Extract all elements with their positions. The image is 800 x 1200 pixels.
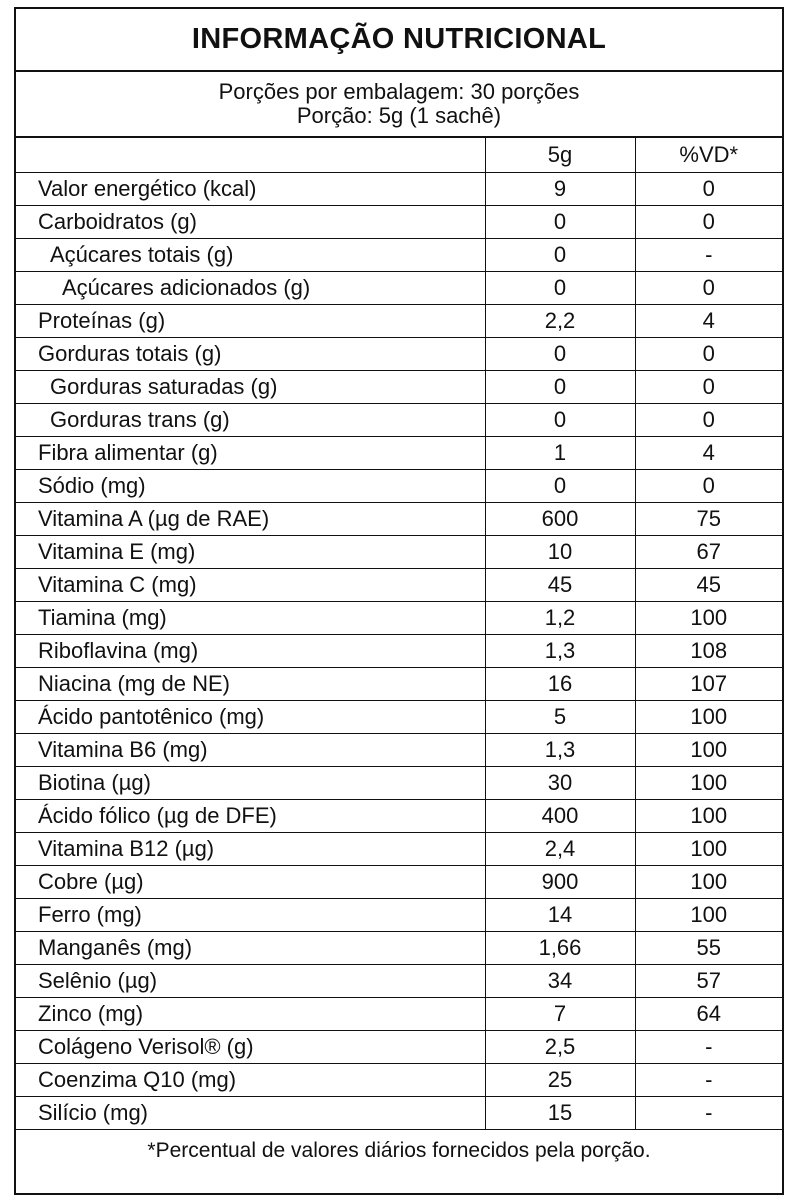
table-row	[16, 370, 782, 403]
panel-title: INFORMAÇÃO NUTRICIONAL	[16, 9, 782, 72]
nutrient-amount: 1	[485, 436, 635, 469]
nutrient-daily-value: 100	[635, 898, 782, 931]
nutrient-name: Ácido fólico (µg de DFE)	[16, 799, 485, 832]
nutrition-facts-panel	[14, 7, 784, 1195]
nutrient-daily-value: 0	[635, 337, 782, 370]
nutrient-amount: 0	[485, 238, 635, 271]
nutrient-name: Gorduras saturadas (g)	[16, 370, 485, 403]
nutrient-name: Vitamina B6 (mg)	[16, 733, 485, 766]
nutrient-daily-value: 100	[635, 766, 782, 799]
nutrient-name: Açúcares totais (g)	[16, 238, 485, 271]
nutrition-rows	[16, 172, 782, 1129]
nutrient-amount: 7	[485, 997, 635, 1030]
table-row	[16, 832, 782, 865]
nutrient-name: Fibra alimentar (g)	[16, 436, 485, 469]
nutrient-amount: 0	[485, 205, 635, 238]
nutrient-name: Tiamina (mg)	[16, 601, 485, 634]
table-row	[16, 997, 782, 1030]
table-row	[16, 436, 782, 469]
table-row	[16, 337, 782, 370]
nutrient-daily-value: -	[635, 1030, 782, 1063]
nutrient-amount: 0	[485, 337, 635, 370]
table-row	[16, 502, 782, 535]
nutrient-name: Niacina (mg de NE)	[16, 667, 485, 700]
nutrient-name: Proteínas (g)	[16, 304, 485, 337]
nutrient-name: Biotina (µg)	[16, 766, 485, 799]
nutrient-name: Gorduras trans (g)	[16, 403, 485, 436]
nutrient-name: Manganês (mg)	[16, 931, 485, 964]
nutrient-amount: 34	[485, 964, 635, 997]
nutrient-name: Ácido pantotênico (mg)	[16, 700, 485, 733]
nutrient-amount: 45	[485, 568, 635, 601]
table-row	[16, 898, 782, 931]
nutrient-name: Vitamina E (mg)	[16, 535, 485, 568]
nutrient-name: Carboidratos (g)	[16, 205, 485, 238]
nutrient-amount: 9	[485, 172, 635, 205]
nutrient-amount: 25	[485, 1063, 635, 1096]
table-row	[16, 1096, 782, 1129]
nutrition-table	[16, 138, 782, 1130]
nutrient-name: Silício (mg)	[16, 1096, 485, 1129]
nutrient-daily-value: 4	[635, 436, 782, 469]
nutrient-daily-value: 100	[635, 799, 782, 832]
nutrient-amount: 400	[485, 799, 635, 832]
table-row	[16, 238, 782, 271]
table-row	[16, 634, 782, 667]
nutrient-daily-value: 0	[635, 172, 782, 205]
nutrient-daily-value: 57	[635, 964, 782, 997]
nutrient-amount: 0	[485, 469, 635, 502]
nutrient-amount: 1,2	[485, 601, 635, 634]
table-row	[16, 601, 782, 634]
nutrient-daily-value: 100	[635, 832, 782, 865]
nutrient-name: Zinco (mg)	[16, 997, 485, 1030]
serving-size: Porção: 5g (1 sachê)	[296, 103, 502, 128]
nutrient-daily-value: 107	[635, 667, 782, 700]
nutrient-amount: 900	[485, 865, 635, 898]
nutrient-amount: 2,2	[485, 304, 635, 337]
nutrient-name: Sódio (mg)	[16, 469, 485, 502]
nutrient-daily-value: 0	[635, 370, 782, 403]
nutrient-amount: 600	[485, 502, 635, 535]
table-row	[16, 469, 782, 502]
nutrient-daily-value: 64	[635, 997, 782, 1030]
nutrient-daily-value: 0	[635, 205, 782, 238]
nutrient-daily-value: 45	[635, 568, 782, 601]
nutrient-daily-value: 100	[635, 601, 782, 634]
table-row	[16, 931, 782, 964]
table-row	[16, 568, 782, 601]
nutrient-name: Vitamina A (µg de RAE)	[16, 502, 485, 535]
nutrient-name: Cobre (µg)	[16, 865, 485, 898]
table-row	[16, 172, 782, 205]
nutrient-amount: 5	[485, 700, 635, 733]
nutrient-name: Colágeno Verisol® (g)	[16, 1030, 485, 1063]
nutrient-amount: 0	[485, 403, 635, 436]
nutrient-amount: 16	[485, 667, 635, 700]
nutrient-name: Ferro (mg)	[16, 898, 485, 931]
servings-per-package: Porções por embalagem: 30 porções	[218, 79, 580, 104]
table-row	[16, 733, 782, 766]
nutrient-name: Riboflavina (mg)	[16, 634, 485, 667]
nutrient-daily-value: 100	[635, 865, 782, 898]
nutrient-name: Selênio (µg)	[16, 964, 485, 997]
nutrient-name: Vitamina C (mg)	[16, 568, 485, 601]
serving-info	[16, 72, 782, 138]
nutrient-amount: 0	[485, 271, 635, 304]
nutrient-name: Gorduras totais (g)	[16, 337, 485, 370]
footnote: *Percentual de valores diários fornecidos pela porção.	[147, 1139, 651, 1162]
header-daily-value: %VD*	[635, 138, 782, 172]
nutrient-daily-value: 67	[635, 535, 782, 568]
nutrient-amount: 2,4	[485, 832, 635, 865]
nutrient-daily-value: 4	[635, 304, 782, 337]
table-row	[16, 403, 782, 436]
nutrient-amount: 2,5	[485, 1030, 635, 1063]
nutrient-name: Açúcares adicionados (g)	[16, 271, 485, 304]
table-row	[16, 865, 782, 898]
nutrient-daily-value: -	[635, 1096, 782, 1129]
table-row	[16, 799, 782, 832]
table-row	[16, 1030, 782, 1063]
table-row	[16, 964, 782, 997]
nutrient-daily-value: 75	[635, 502, 782, 535]
nutrient-amount: 1,3	[485, 634, 635, 667]
nutrient-daily-value: -	[635, 1063, 782, 1096]
table-row	[16, 667, 782, 700]
nutrient-daily-value: -	[635, 238, 782, 271]
nutrient-daily-value: 55	[635, 931, 782, 964]
table-row	[16, 700, 782, 733]
nutrient-amount: 0	[485, 370, 635, 403]
nutrient-amount: 15	[485, 1096, 635, 1129]
nutrient-amount: 14	[485, 898, 635, 931]
nutrient-amount: 10	[485, 535, 635, 568]
table-row	[16, 205, 782, 238]
header-amount: 5g	[485, 138, 635, 172]
nutrient-name: Coenzima Q10 (mg)	[16, 1063, 485, 1096]
table-row	[16, 1063, 782, 1096]
table-row	[16, 766, 782, 799]
nutrient-daily-value: 100	[635, 700, 782, 733]
nutrient-daily-value: 0	[635, 271, 782, 304]
header-nutrient	[16, 138, 485, 172]
table-row	[16, 271, 782, 304]
table-row	[16, 304, 782, 337]
nutrient-daily-value: 0	[635, 469, 782, 502]
nutrient-name: Vitamina B12 (µg)	[16, 832, 485, 865]
nutrient-daily-value: 108	[635, 634, 782, 667]
nutrient-amount: 1,3	[485, 733, 635, 766]
nutrient-name: Valor energético (kcal)	[16, 172, 485, 205]
nutrient-amount: 1,66	[485, 931, 635, 964]
table-header-row	[16, 138, 782, 172]
table-row	[16, 535, 782, 568]
nutrient-amount: 30	[485, 766, 635, 799]
nutrient-daily-value: 100	[635, 733, 782, 766]
nutrient-daily-value: 0	[635, 403, 782, 436]
